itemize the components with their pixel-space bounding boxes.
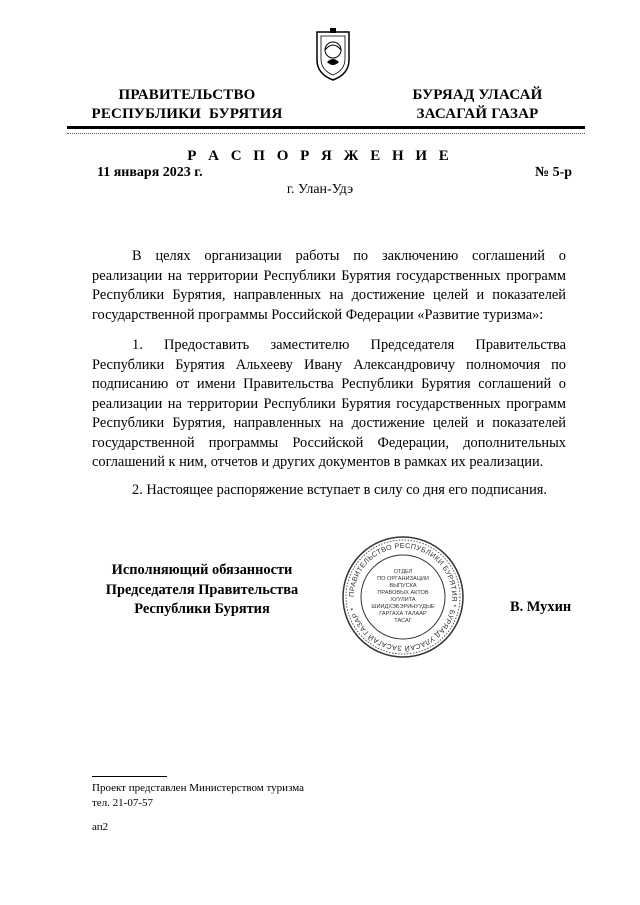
item-1-paragraph: 1. Предоставить заместителю Председателя Правительства Республики Бурятия Альхееву Ивану Александровичу полномочия по подписанию от имени Правительства Республики Бурятия соглашений о реализации на территории Республики Бурятия государственных программ Республики Бурятия, направленных на достижение целей и показателей государственной программы Российской Федерации, дополнительных соглашений к ним, отчетов и других документов в рамках их реализации.	[92, 337, 566, 470]
header-rule	[67, 126, 585, 129]
header-dotted-rule	[67, 133, 585, 134]
footnote-note: Проект представлен Министерством туризма	[92, 782, 305, 794]
seal-center-line: ШИИДХЭБЭРИНУУДЫЕ	[371, 604, 435, 610]
footnote-phone: тел. 21-07-57	[92, 797, 154, 809]
signatory-title-line3: Республики Бурятия	[134, 601, 270, 617]
document-code: ап2	[92, 821, 109, 833]
document-number: № 5-р	[535, 165, 573, 180]
seal-center-line: ТАСАГ	[394, 618, 412, 624]
seal-center-line: ПО ОРГАНИЗАЦИИ	[377, 576, 429, 582]
org-right-line2: ЗАСАГАЙ ГАЗАР	[416, 106, 539, 122]
seal-center-line: ГАРГАХА ТАЛААР	[379, 611, 427, 617]
seal-center-line: ПРАВОВЫХ АКТОВ	[377, 590, 429, 596]
seal-center-line: ХУУЛИТА	[390, 597, 416, 603]
signatory-title-line1: Исполняющий обязанности	[111, 562, 293, 578]
item-2-paragraph: 2. Настоящее распоряжение вступает в силу со дня его подписания.	[132, 482, 547, 498]
org-right-line1: БУРЯАД УЛАСАЙ	[412, 87, 543, 103]
official-seal	[341, 535, 465, 659]
signatory-title-line2: Председателя Правительства	[105, 581, 299, 598]
org-left-line1: ПРАВИТЕЛЬСТВО	[118, 87, 256, 103]
intro-paragraph: В целях организации работы по заключению соглашений о реализации на территории Республики Бурятия государственных программ Республики Бурятия, направленных на достижение целей и показателей государственной программы Российской Федерации «Развитие туризма»:	[92, 248, 566, 323]
footnote	[92, 781, 304, 811]
seal-ring-text: ПРАВИТЕЛЬСТВО РЕСПУБЛИКИ БУРЯТИЯ * БУРЯАД УЛАСАЙ ЗАСАГАЙ ГАЗАР *	[346, 540, 460, 654]
org-name-right	[395, 86, 560, 124]
signatory-name: В. Мухин	[510, 599, 572, 615]
org-left-line2: РЕСПУБЛИКИ БУРЯТИЯ	[91, 106, 283, 122]
footnote-rule	[92, 776, 167, 777]
document-date: 11 января 2023 г.	[97, 165, 203, 180]
org-name-left	[82, 86, 292, 124]
seal-center-line: ОТДЕЛ	[393, 569, 413, 575]
document-type: Р А С П О Р Я Ж Е Н И Е	[187, 148, 453, 164]
signatory-title	[82, 561, 322, 620]
seal-center-line: ВЫПУСКА	[389, 583, 417, 589]
document-city: г. Улан-Удэ	[286, 182, 354, 197]
coat-of-arms-icon	[313, 26, 353, 82]
